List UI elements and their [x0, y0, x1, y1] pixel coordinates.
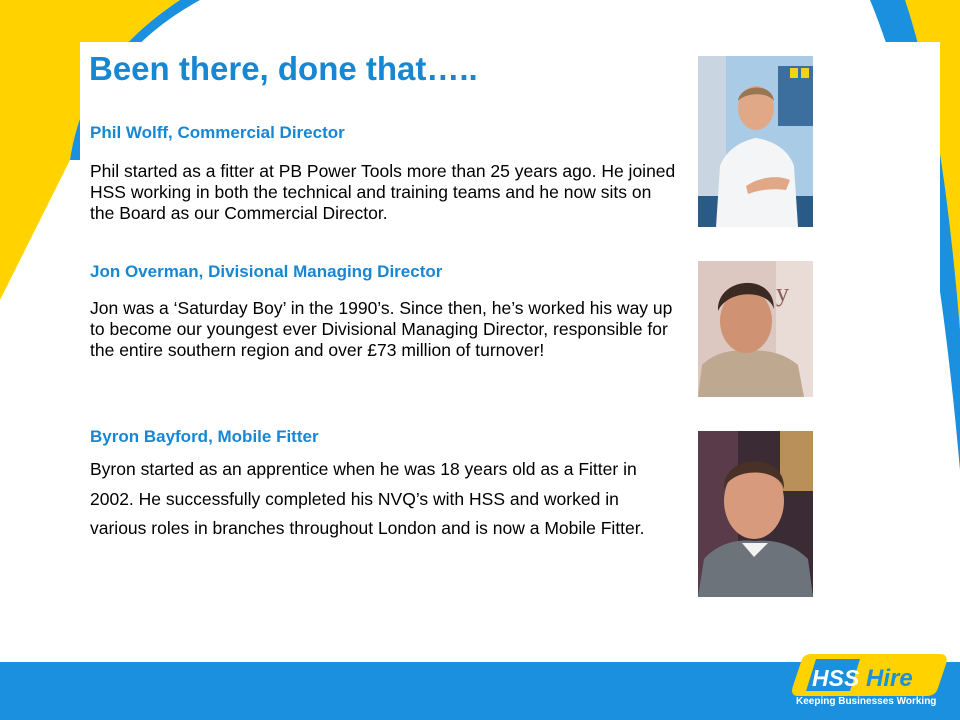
logo-right-text: Hire	[866, 665, 913, 692]
photo-phil-wolff	[698, 56, 813, 227]
person-bio-jon-overman: Jon was a ‘Saturday Boy’ in the 1990’s. Since then, he’s worked his way up to become our youngest ever Divisional Managing Director, responsible for the entire southern region and over £73 million of turnover!	[90, 298, 673, 360]
logo-left-text: HSS	[812, 665, 860, 691]
person-name-jon-overman: Jon Overman, Divisional Managing Director	[90, 262, 443, 281]
brand-tagline: Keeping Businesses Working	[796, 696, 937, 707]
person-bio-phil-wolff: Phil started as a fitter at PB Power Tools more than 25 years ago. He joined HSS working in both the technical and training teams and he now sits on the Board as our Commercial Director.	[90, 161, 676, 223]
photo-byron-bayford	[698, 431, 813, 597]
person-name-byron-bayford: Byron Bayford, Mobile Fitter	[90, 427, 319, 446]
photo-jon-overman	[698, 261, 813, 397]
slide-title: Been there, done that…..	[89, 50, 478, 87]
person-bio-byron-bayford: Byron started as an apprentice when he was 18 years old as a Fitter in 2002. He successfully completed his NVQ’s with HSS and worked in various roles in branches throughout London and is now a Mobile Fitter.	[90, 459, 645, 538]
person-name-phil-wolff: Phil Wolff, Commercial Director	[90, 123, 345, 142]
svg-text:y: y	[776, 278, 789, 307]
